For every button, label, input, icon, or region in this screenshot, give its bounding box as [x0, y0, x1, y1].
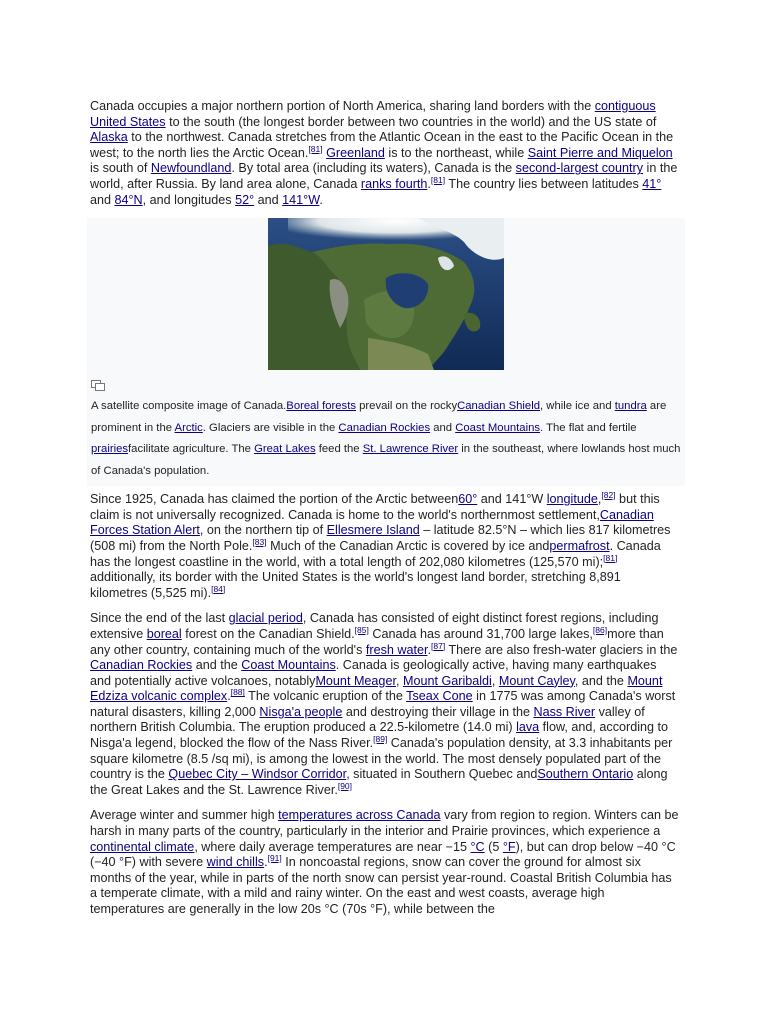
citation-link[interactable]: [81]	[603, 552, 618, 563]
citation-link[interactable]: [90]	[337, 780, 353, 791]
citation-link[interactable]: [88]	[230, 687, 245, 698]
wiki-link[interactable]: prairies	[91, 443, 129, 456]
text-run: and 141°W	[477, 492, 547, 507]
paragraph-arctic-claims	[90, 492, 680, 601]
wiki-link[interactable]: Canadian Shield	[457, 400, 541, 413]
text-run: .	[264, 855, 268, 870]
text-run: . Canada has the longest coastline in the world, with a total length of 202,080 kilometres (125,570 mi);	[90, 538, 661, 569]
wiki-link[interactable]: °C	[470, 839, 485, 854]
citation-sup	[431, 641, 445, 651]
citation-sup	[338, 781, 352, 791]
citation-sup	[355, 625, 369, 635]
citation-sup	[601, 490, 615, 500]
citation-link[interactable]: [81]	[308, 143, 323, 154]
wiki-link[interactable]: St. Lawrence River	[362, 443, 459, 456]
text-run: more than any other country, containing much of the world's	[90, 626, 664, 657]
text-run: and destroying their village in the	[342, 704, 534, 719]
paragraph-climate	[90, 808, 680, 917]
text-run: , while ice and	[540, 400, 615, 413]
text-run: . The flat and fertile	[540, 421, 637, 434]
citation-link[interactable]: [91]	[267, 853, 282, 864]
wiki-link[interactable]: 84°N	[114, 192, 143, 207]
text-run: and	[254, 192, 283, 207]
wiki-link[interactable]: Alaska	[90, 130, 128, 145]
wiki-link[interactable]: glacial period	[228, 611, 303, 626]
text-run: There are also fresh-water glaciers in the	[445, 642, 678, 657]
text-run: in 1775 was among Canada's worst natural disasters, killing 2,000	[90, 689, 676, 719]
wiki-link[interactable]: tundra	[614, 400, 647, 413]
wiki-link[interactable]: Arctic	[174, 421, 203, 434]
wiki-link[interactable]: Nisga'a people	[259, 704, 343, 719]
citation-link[interactable]: [83]	[252, 536, 267, 547]
text-run: ,	[395, 673, 403, 688]
wiki-link[interactable]: 141°W	[282, 192, 320, 207]
text-run: .	[319, 192, 323, 207]
wiki-link[interactable]: wind chills	[206, 855, 265, 870]
text-run: in the southeast, where lowlands host much of Canada's population.	[91, 443, 681, 477]
text-run: along the Great Lakes and the St. Lawrence River.	[90, 767, 668, 797]
wiki-link[interactable]: Boreal forests	[286, 400, 356, 413]
citation-link[interactable]: [87]	[431, 640, 446, 651]
wiki-link[interactable]: 41°	[642, 176, 662, 191]
text-run: , Canada has consisted of eight distinct forest regions, including extensive	[90, 611, 659, 641]
wiki-link[interactable]: lava	[516, 720, 540, 735]
wiki-link[interactable]: °F	[502, 839, 516, 854]
wiki-link[interactable]: Mount Meager	[315, 673, 396, 688]
text-run: .	[427, 642, 431, 657]
text-run: . Canada is geologically active, having many earthquakes and potentially active volcanoes, notably	[90, 658, 657, 688]
citation-link[interactable]: [85]	[354, 624, 369, 635]
text-run: facilitate agriculture. The	[128, 443, 255, 456]
text-run: forest on the Canadian Shield.	[181, 626, 355, 641]
text-run: prevail on the rocky	[356, 400, 458, 413]
satellite-map-graphic	[268, 218, 504, 370]
figure-satellite-canada	[87, 218, 685, 486]
wiki-link[interactable]: Canadian Forces Station Alert	[90, 507, 654, 538]
text-run: but this claim is not universally recognized. Canada is home to the world's northernmost settlement,	[90, 492, 660, 522]
text-run: Since the end of the last	[90, 611, 229, 626]
wiki-link[interactable]: Coast Mountains	[241, 658, 336, 673]
wiki-link[interactable]: Quebec City – Windsor Corridor	[168, 767, 347, 782]
figure-caption	[91, 396, 681, 482]
text-run: .	[227, 689, 231, 704]
citation-sup	[268, 853, 282, 863]
wiki-link[interactable]: Southern Ontario	[537, 767, 634, 782]
text-run: Since 1925, Canada has claimed the portion of the Arctic between	[90, 492, 459, 507]
text-run: , on the northern tip of	[199, 523, 327, 538]
text-run: to the northwest. Canada stretches from the Atlantic Ocean in the east to the Pacific Ocean in the west; to the north lies the Arctic Ocean.	[90, 130, 674, 160]
citation-link[interactable]: [84]	[211, 583, 226, 594]
wiki-link[interactable]: Canadian Rockies	[338, 421, 431, 434]
citation-sup	[603, 553, 617, 563]
text-run: – latitude 82.5°N – which lies 817 kilometres (508 mi) from the North Pole.	[90, 523, 671, 553]
citation-sup	[231, 687, 245, 697]
article-body	[90, 99, 680, 928]
text-run: , and the	[574, 673, 628, 688]
text-run: The volcanic eruption of the	[244, 689, 407, 704]
text-run: Average winter and summer high	[90, 808, 279, 823]
citation-link[interactable]: [86]	[592, 624, 608, 635]
text-run: ,	[597, 492, 602, 507]
wiki-link[interactable]: Mount Garibaldi	[402, 673, 492, 688]
text-run: , and longitudes	[142, 192, 236, 207]
wiki-link[interactable]: 52°	[235, 192, 255, 207]
wiki-link[interactable]: second-largest country	[515, 161, 644, 176]
wiki-link[interactable]: permafrost	[549, 538, 610, 553]
text-run: additionally, its border with the United States is the world's longest land border, stretching 8,891 kilometres (5,525 mi).	[90, 570, 621, 600]
text-run: valley of northern British Columbia. The eruption produced a 22.5-kilometre (14.0 mi)	[90, 704, 645, 735]
text-run: Canada has around 31,700 large lakes,	[368, 626, 593, 641]
text-run: and the	[192, 658, 242, 673]
wiki-link[interactable]: ranks fourth	[360, 176, 428, 191]
text-run: , where daily average temperatures are near −15	[194, 839, 471, 854]
satellite-image[interactable]	[268, 218, 504, 370]
wiki-link[interactable]: Coast Mountains	[455, 421, 541, 434]
paragraph-forests-lakes-volcanoes	[90, 611, 680, 798]
text-run: and	[90, 192, 115, 207]
wiki-link[interactable]: Ellesmere Island	[326, 523, 420, 538]
wiki-link[interactable]: Mount Cayley	[498, 673, 575, 688]
citation-sup	[252, 537, 266, 547]
wiki-link[interactable]: Saint Pierre and Miquelon	[527, 145, 673, 160]
wiki-link[interactable]: longitude	[546, 492, 598, 507]
text-run: feed the	[315, 443, 363, 456]
wiki-link[interactable]: Newfoundland	[150, 161, 232, 176]
citation-link[interactable]: [81]	[430, 174, 446, 185]
enlarge-icon[interactable]	[91, 378, 681, 390]
citation-sup	[373, 734, 387, 744]
text-run: ), but can drop below −40 °C (−40 °F) with severe	[90, 839, 676, 870]
text-run: is south of	[90, 161, 151, 176]
paragraph-geography-intro	[90, 99, 680, 208]
text-run: ,	[491, 673, 499, 688]
text-run: in the world, after Russia. By land area alone, Canada	[90, 161, 678, 191]
text-run: The country lies between latitudes	[445, 176, 643, 191]
text-run: Much of the Canadian Arctic is covered by ice and	[266, 538, 550, 553]
text-run: flow, and, according to Nisga'a legend, blocked the flow of the Nass River.	[90, 720, 669, 751]
text-run: In noncoastal regions, snow can cover the ground for almost six months of the year, while in parts of the north snow can persist year-round. Coastal British Columbia has a temperate climate, with a mild and rainy winter. On the east and west coasts, average high temperatures are generally in the low 20s °C (70s °F), while between the	[90, 855, 672, 916]
wiki-link[interactable]: Greenland	[326, 145, 385, 160]
text-run: A satellite composite image of Canada.	[91, 400, 287, 413]
citation-sup	[211, 584, 225, 594]
wiki-link[interactable]: temperatures across Canada	[278, 808, 441, 823]
wiki-link[interactable]: Great Lakes	[254, 443, 316, 456]
text-run: , situated in Southern Quebec and	[346, 767, 538, 782]
citation-sup	[431, 175, 445, 185]
citation-link[interactable]: [89]	[373, 734, 388, 745]
wiki-link[interactable]: Nass River	[533, 704, 596, 719]
text-run: are prominent in the	[91, 400, 667, 434]
text-run: Canada's population density, at 3.3 inhabitants per square kilometre (8.5 /sq mi), is among the lowest in the world. The most densely populated part of the country is the	[90, 736, 673, 782]
wiki-link[interactable]: 60°	[458, 492, 478, 507]
citation-sup	[308, 144, 322, 154]
wiki-link[interactable]: Canadian Rockies	[90, 658, 193, 673]
citation-sup	[593, 625, 607, 635]
wiki-link[interactable]: Mount Edziza volcanic complex	[90, 673, 663, 704]
text-run: . By total area (including its waters), Canada is the	[231, 161, 516, 176]
text-run: Canada occupies a major northern portion of North America, sharing land borders with the	[90, 99, 595, 113]
text-run: is to the northeast, while	[384, 145, 528, 160]
wiki-link[interactable]: contiguous United States	[90, 99, 656, 129]
wiki-link[interactable]: continental climate	[90, 839, 195, 854]
text-run: and	[430, 421, 456, 434]
wiki-link[interactable]: fresh water	[365, 642, 428, 657]
wiki-link[interactable]: Tseax Cone	[406, 689, 473, 704]
wiki-link[interactable]: boreal	[146, 626, 182, 641]
text-run: .	[427, 176, 431, 191]
text-run: (5	[484, 839, 503, 854]
text-run: to the south (the longest border between two countries in the world) and the US state of	[165, 114, 657, 129]
text-run: . Glaciers are visible in the	[202, 421, 339, 434]
citation-link[interactable]: [82]	[601, 490, 616, 501]
text-run: vary from region to region. Winters can be harsh in many parts of the country, particularly in the interior and Prairie provinces, which experience a	[90, 808, 679, 839]
